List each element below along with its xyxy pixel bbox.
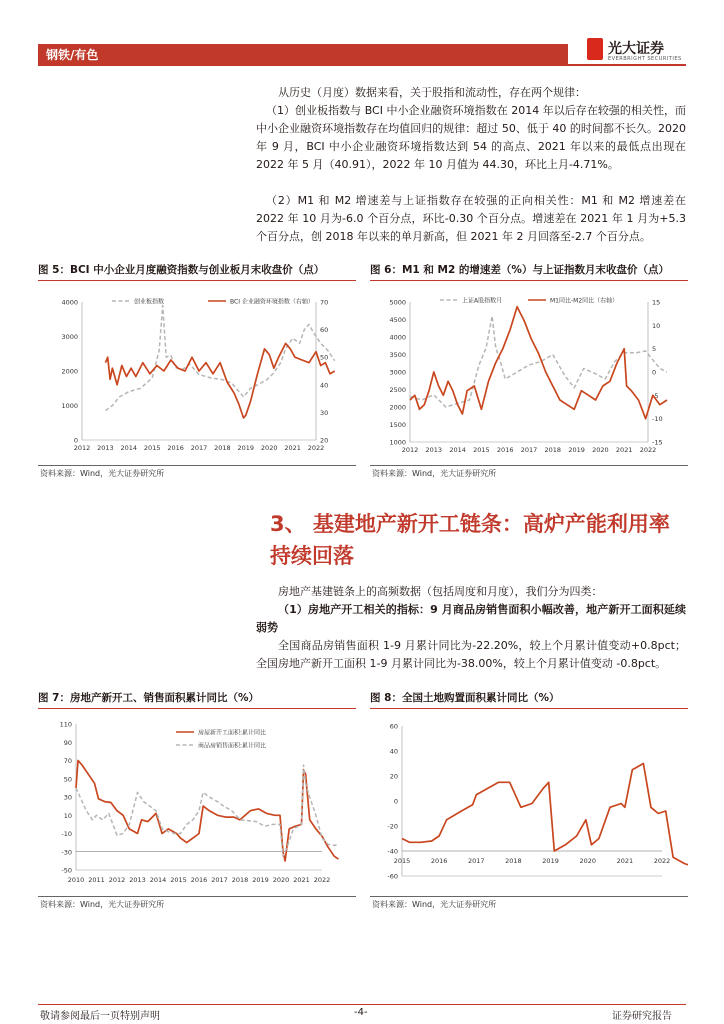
- x-tick-label: 2022: [639, 446, 657, 454]
- y-tick-label: -40: [387, 847, 398, 856]
- x-tick-label: 2019: [252, 876, 269, 884]
- legend-label-2: 商品房销售面积:累计同比: [198, 742, 267, 750]
- x-tick-label: 2021: [284, 444, 301, 452]
- x-tick-label: 2018: [231, 876, 249, 884]
- figure-8-source-rule: [370, 896, 688, 897]
- x-tick-label: 2016: [496, 446, 514, 454]
- x-tick-label: 2018: [214, 444, 231, 452]
- section-3-title: 3、 基建地产新开工链条：高炉产能利用率持续回落: [270, 512, 670, 568]
- series-line-2: [76, 765, 338, 856]
- y-tick-label: 110: [59, 720, 72, 729]
- figure-8-source: 资料来源：Wind，光大证券研究所: [372, 900, 497, 909]
- x-tick-label: 2015: [393, 857, 411, 865]
- x-tick-label: 2020: [579, 857, 596, 865]
- intro-paragraph-1: 从历史（月度）数据来看，关于股指和流动性，存在两个规律：: [278, 86, 586, 99]
- footer-disclaimer-link[interactable]: 敬请参阅最后一页特别声明: [40, 1011, 160, 1022]
- y-tick-label: -60: [387, 872, 398, 881]
- x-tick-label: 2013: [129, 876, 146, 884]
- y-right-tick-label: 70: [320, 298, 329, 307]
- x-tick-label: 2015: [170, 876, 187, 884]
- x-tick-label: 2011: [88, 876, 105, 884]
- header-rule: [38, 64, 686, 66]
- figure-6-source-rule: [370, 465, 688, 466]
- y-tick-label: 2000: [61, 367, 78, 376]
- x-tick-label: 2013: [97, 444, 114, 452]
- figure-5-caption: 图 5：BCI 中小企业月度融资指数与创业板月末收盘价（点）: [38, 264, 325, 276]
- x-tick-label: 2019: [542, 857, 559, 865]
- y-right-tick-label: 10: [652, 321, 661, 330]
- intro-paragraph-2: （1）创业板指数与 BCI 中小企业融资环境指数在 2014 年以后存在较强的相关性，而中小企业融资环境指数存在均值回归的规律：超过 50、低于 40 的时间都不长久。2020 年 9 月，BCI 中小企业融资环境指数达到 54 的高点、2021 年以来的最低点出现在 2022 年 5 月（40.91），2022 年 10 月值为 44.30，环比上月-4.71%。: [256, 104, 686, 171]
- brand-logo-icon: [587, 38, 603, 60]
- x-tick-label: 2017: [190, 444, 208, 452]
- y-tick-label: 20: [389, 772, 398, 781]
- x-tick-label: 2013: [425, 446, 443, 454]
- brand-name-en: EVERBRIGHT SECURITIES: [608, 56, 682, 62]
- figure-7-chart: [38, 712, 356, 892]
- y-right-tick-label: 30: [320, 408, 329, 417]
- y-tick-label: 0: [73, 436, 78, 445]
- y-tick-label: 90: [63, 738, 72, 747]
- footer-rule: [38, 1004, 686, 1005]
- figure-5-source: 资料来源：Wind，光大证券研究所: [40, 469, 165, 478]
- y-tick-label: 1000: [61, 402, 78, 410]
- y-right-tick-label: 5: [652, 345, 657, 354]
- y-right-tick-label: 15: [652, 298, 661, 307]
- legend-label-2: BCI 企业融资环境指数（右轴）: [230, 298, 314, 306]
- series-line-1: [76, 761, 338, 861]
- section-3-paragraph-2: 全国商品房销售面积 1-9 月累计同比为-22.20%，较上个月累计值变动+0.8pct；全国房地产新开工面积 1-9 月累计同比为-38.00%，较上个月累计值变动 -0.8pct。: [256, 639, 686, 670]
- x-tick-label: 2016: [430, 857, 448, 865]
- section-tag-bar: [38, 44, 568, 65]
- x-tick-label: 2021: [293, 876, 310, 884]
- y-tick-label: 1500: [389, 421, 406, 429]
- x-tick-label: 2019: [237, 444, 255, 452]
- y-right-tick-label: 60: [320, 326, 329, 335]
- y-right-tick-label: -10: [652, 415, 663, 424]
- y-right-tick-label: -5: [652, 391, 659, 400]
- x-tick-label: 2012: [108, 876, 126, 884]
- figure-5-rule: [38, 280, 356, 281]
- x-tick-label: 2021: [616, 857, 634, 865]
- y-right-tick-label: 0: [652, 368, 657, 377]
- x-tick-label: 2017: [211, 876, 228, 884]
- y-right-tick-label: 20: [320, 436, 329, 445]
- x-tick-label: 2010: [67, 876, 85, 884]
- x-tick-label: 2018: [505, 857, 522, 865]
- x-tick-label: 2015: [473, 446, 490, 454]
- figure-7-source: 资料来源：Wind，光大证券研究所: [40, 900, 165, 909]
- y-tick-label: 1000: [389, 438, 406, 447]
- x-tick-label: 2017: [520, 446, 538, 454]
- x-tick-label: 2017: [468, 857, 485, 865]
- figure-7-caption: 图 7：房地产新开工、销售面积累计同比（%）: [38, 692, 259, 704]
- legend-label-1: 创业板指数: [134, 298, 165, 306]
- y-right-tick-label: 40: [320, 381, 329, 390]
- page-number: -4-: [354, 1007, 368, 1018]
- y-tick-label: -30: [61, 848, 72, 857]
- series-line-2: [105, 343, 334, 418]
- y-tick-label: 3500: [389, 351, 406, 359]
- legend-label-1: 房屋新开工面积:累计同比: [198, 729, 267, 737]
- series-line-1: [410, 316, 667, 407]
- figure-8-rule: [370, 708, 688, 709]
- figure-6-source: 资料来源：Wind，光大证券研究所: [372, 469, 497, 478]
- section-tag: 钢铁/有色: [46, 48, 99, 62]
- legend-label-2: M1同比-M2同比（右轴）: [550, 297, 619, 305]
- y-tick-label: 4000: [389, 333, 406, 342]
- y-tick-label: 2000: [389, 403, 406, 412]
- y-right-tick-label: 50: [320, 353, 329, 362]
- x-tick-label: 2020: [592, 446, 609, 454]
- figure-6-rule: [370, 280, 688, 281]
- y-tick-label: 50: [63, 775, 72, 784]
- x-tick-label: 2019: [568, 446, 585, 454]
- figure-7-source-rule: [38, 896, 356, 897]
- y-tick-label: 30: [63, 793, 72, 802]
- y-tick-label: 70: [63, 757, 72, 765]
- y-tick-label: 10: [63, 811, 72, 820]
- y-tick-label: 2500: [389, 386, 406, 394]
- y-tick-label: 60: [389, 722, 398, 731]
- footer-report-type: 证券研究报告: [612, 1011, 672, 1022]
- y-tick-label: -10: [61, 830, 72, 838]
- figure-6-caption: 图 6：M1 和 M2 的增速差（%）与上证指数月末收盘价（点）: [370, 264, 669, 276]
- x-tick-label: 2014: [120, 444, 138, 452]
- x-tick-label: 2015: [143, 444, 161, 452]
- series-line-1: [402, 764, 688, 867]
- series-line-1: [105, 306, 334, 411]
- y-right-tick-label: -15: [652, 438, 663, 447]
- x-tick-label: 2016: [167, 444, 184, 452]
- x-tick-label: 2012: [73, 444, 91, 452]
- legend-label-1: 上证A股指数月: [462, 297, 503, 305]
- y-tick-label: 3000: [389, 368, 406, 377]
- x-tick-label: 2022: [307, 444, 325, 452]
- x-tick-label: 2022: [313, 876, 331, 884]
- x-tick-label: 2014: [449, 446, 466, 454]
- x-tick-label: 2022: [653, 857, 671, 865]
- x-tick-label: 2020: [260, 444, 278, 452]
- figure-5-source-rule: [38, 465, 356, 466]
- y-tick-label: 0: [393, 797, 398, 806]
- y-tick-label: -50: [61, 866, 72, 875]
- figure-7-rule: [38, 708, 356, 709]
- section-3-subheading: （1）房地产开工相关的指标：9 月商品房销售面积小幅改善，地产新开工面积延续弱势: [256, 603, 686, 634]
- y-tick-label: 4500: [389, 316, 406, 324]
- x-tick-label: 2021: [615, 446, 633, 454]
- y-tick-label: 40: [389, 747, 398, 756]
- section-3-paragraph-1: 房地产基建链条上的高频数据（包括周度和月度），我们分为四类：: [278, 585, 603, 598]
- figure-8-chart: [370, 712, 688, 892]
- figure-5-chart: [38, 284, 356, 460]
- y-tick-label: -20: [387, 822, 398, 831]
- figure-8-caption: 图 8：全国土地购置面积累计同比（%）: [370, 692, 560, 704]
- y-tick-label: 3000: [61, 333, 78, 341]
- x-tick-label: 2020: [272, 876, 290, 884]
- y-tick-label: 4000: [61, 298, 78, 307]
- figure-6-chart: [370, 284, 688, 460]
- x-tick-label: 2018: [544, 446, 562, 454]
- y-tick-label: 5000: [389, 298, 406, 307]
- intro-paragraph-3: （2）M1 和 M2 增速差与上证指数存在较强的正向相关性：M1 和 M2 增速差在 2022 年 10 月为-6.0 个百分点，环比-0.30 个百分点。增速差在 2021 年 1 月为+5.3 个百分点，创 2018 年以来的单月新高，但 2021 年 2 月回落至-2.7 个百分点。: [256, 194, 686, 243]
- brand-name: 光大证券: [608, 41, 664, 57]
- x-tick-label: 2012: [401, 446, 419, 454]
- x-tick-label: 2016: [190, 876, 208, 884]
- x-tick-label: 2014: [149, 876, 167, 884]
